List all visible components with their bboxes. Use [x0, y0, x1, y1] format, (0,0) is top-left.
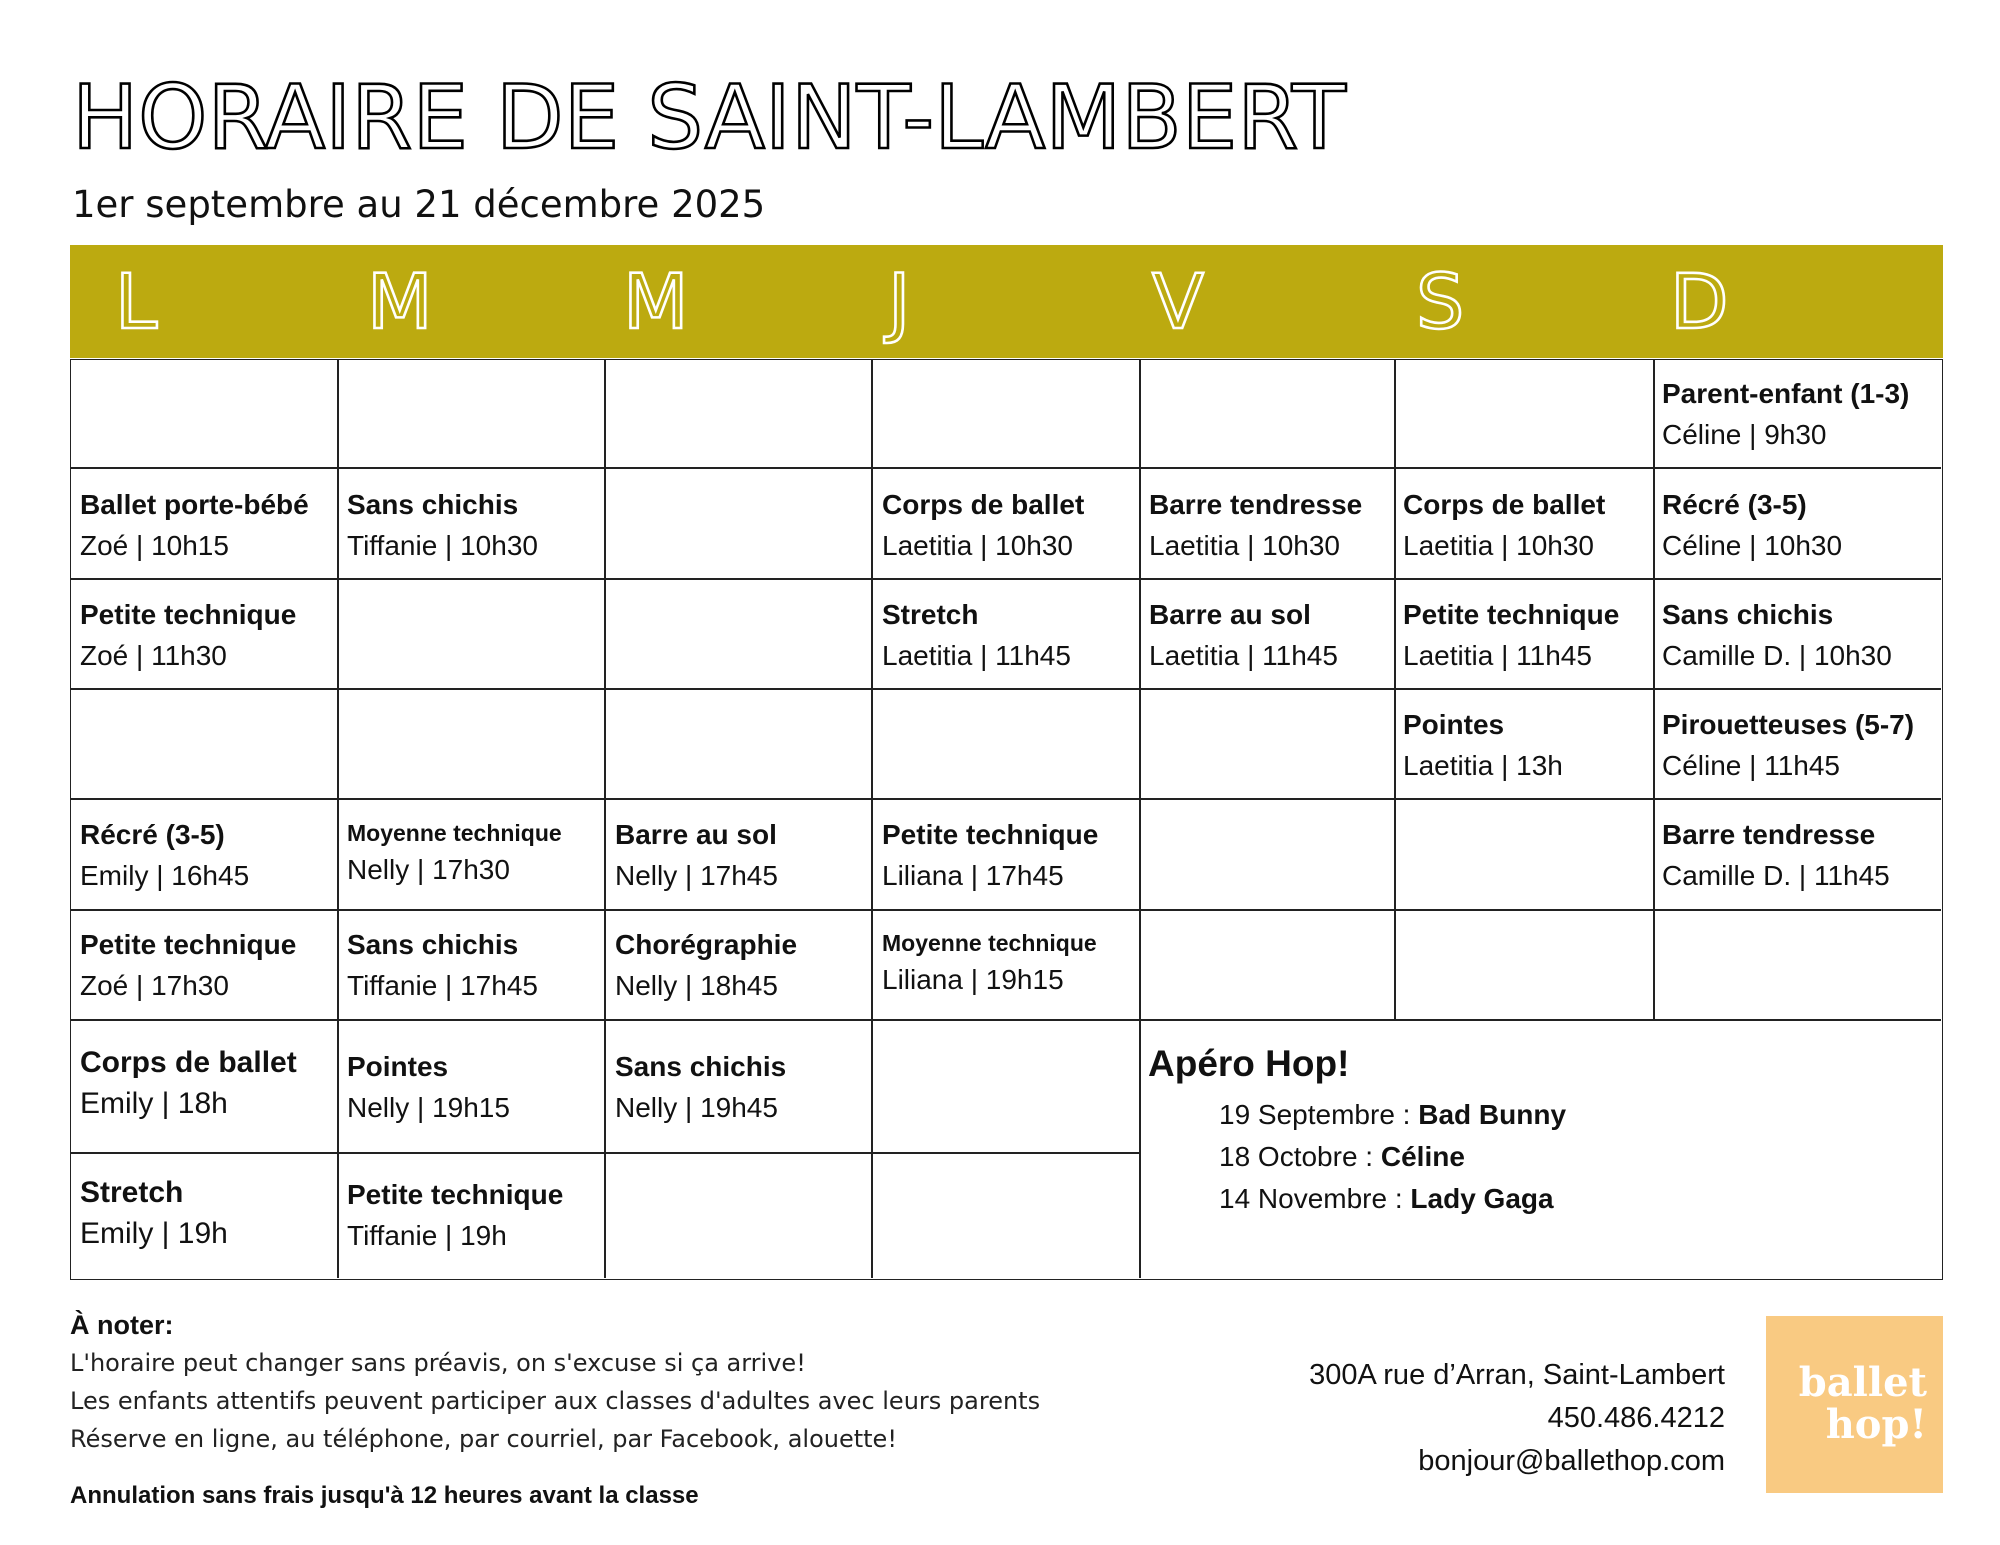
class-cell — [1149, 488, 1362, 563]
contact-phone: 450.486.4212 — [1547, 1402, 1725, 1434]
class-cell — [347, 818, 562, 887]
grid-line — [71, 688, 1941, 690]
class-info: Laetitia | 11h45 — [1149, 640, 1338, 671]
class-name: Petite technique — [80, 929, 297, 960]
class-cell — [347, 488, 538, 563]
class-name: Pirouetteuses (5-7) — [1662, 709, 1915, 740]
class-cell — [1662, 377, 1909, 452]
day-sunday: D — [1670, 257, 1729, 346]
class-info: Liliana | 17h45 — [882, 860, 1064, 891]
class-info: Zoé | 17h30 — [80, 970, 229, 1001]
class-info: Zoé | 11h30 — [80, 640, 227, 671]
class-info: Laetitia | 10h30 — [882, 530, 1073, 561]
note-line: Réserve en ligne, au téléphone, par courriel, par Facebook, alouette! — [70, 1425, 897, 1453]
class-cell — [882, 818, 1098, 893]
day-saturday: S — [1416, 257, 1465, 346]
class-name: Barre au sol — [1149, 599, 1311, 630]
class-name: Récré (3-5) — [1662, 489, 1807, 520]
class-name: Stretch — [882, 599, 979, 630]
class-cell — [1403, 598, 1619, 673]
class-info: Tiffanie | 10h30 — [347, 530, 538, 561]
class-info: Emily | 19h — [80, 1217, 228, 1250]
grid-line — [71, 578, 1941, 580]
class-name: Pointes — [1403, 709, 1505, 740]
class-info: Laetitia | 13h — [1403, 750, 1563, 781]
grid-line — [1394, 360, 1396, 1020]
class-info: Laetitia | 11h45 — [1403, 640, 1592, 671]
class-name: Sans chichis — [347, 489, 519, 520]
class-name: Récré (3-5) — [80, 819, 225, 850]
day-wednesday: M — [623, 257, 689, 346]
class-info: Nelly | 18h45 — [615, 970, 778, 1001]
class-cell — [80, 1176, 228, 1251]
grid-line — [71, 1152, 1139, 1154]
grid-line — [1653, 360, 1655, 1020]
class-info: Laetitia | 10h30 — [1149, 530, 1340, 561]
class-info: Céline | 11h45 — [1662, 750, 1840, 781]
date-range: 1er septembre au 21 décembre 2025 — [72, 183, 766, 226]
ballet-hop-logo — [1766, 1316, 1943, 1493]
contact-email[interactable]: bonjour@ballethop.com — [1418, 1445, 1725, 1477]
class-info: Nelly | 17h30 — [347, 854, 510, 885]
class-name: Corps de ballet — [1403, 489, 1606, 520]
class-info: Camille D. | 11h45 — [1662, 860, 1890, 891]
class-cell — [347, 1178, 563, 1253]
class-cell — [1662, 598, 1892, 673]
apero-artist: Céline — [1380, 1141, 1465, 1172]
apero-date: 14 Novembre : — [1219, 1183, 1411, 1214]
class-info: Tiffanie | 19h — [347, 1220, 507, 1251]
class-name: Petite technique — [882, 819, 1099, 850]
class-info: Tiffanie | 17h45 — [347, 970, 538, 1001]
class-info: Camille D. | 10h30 — [1662, 640, 1892, 671]
class-cell — [347, 928, 538, 1003]
class-info: Laetitia | 10h30 — [1403, 530, 1594, 561]
class-name: Corps de ballet — [882, 489, 1085, 520]
apero-title: Apéro Hop! — [1148, 1043, 1350, 1084]
grid-line — [337, 360, 339, 1278]
class-cell — [347, 1050, 510, 1125]
class-info: Laetitia | 11h45 — [882, 640, 1071, 671]
class-cell — [882, 488, 1084, 563]
note-line: L'horaire peut changer sans préavis, on s'excuse si ça arrive! — [70, 1349, 806, 1377]
class-cell — [1403, 708, 1563, 783]
class-name: Moyenne technique — [347, 820, 562, 846]
apero-event — [1219, 1182, 1554, 1216]
apero-date: 18 Octobre : — [1219, 1141, 1381, 1172]
class-name: Chorégraphie — [615, 929, 798, 960]
logo-text-line: ballet — [1798, 1359, 1927, 1406]
class-cell — [615, 1050, 786, 1125]
page-title: HORAIRE DE SAINT-LAMBERT — [72, 66, 1346, 169]
class-name: Sans chichis — [347, 929, 519, 960]
class-name: Moyenne technique — [882, 930, 1097, 956]
class-name: Barre au sol — [615, 819, 777, 850]
class-info: Céline | 9h30 — [1662, 419, 1827, 450]
class-cell — [882, 598, 1071, 673]
class-cell — [80, 1046, 297, 1121]
class-cell — [1403, 488, 1605, 563]
class-cell — [1149, 598, 1338, 673]
apero-event — [1219, 1140, 1465, 1174]
class-cell — [80, 818, 249, 893]
day-thursday: J — [888, 257, 911, 346]
grid-line — [871, 360, 873, 1278]
class-name: Sans chichis — [615, 1051, 787, 1082]
class-cell — [80, 928, 296, 1003]
class-name: Petite technique — [1403, 599, 1620, 630]
cancellation-policy: Annulation sans frais jusqu'à 12 heures avant la classe — [70, 1482, 699, 1509]
day-header-bar — [70, 245, 1943, 358]
class-cell — [80, 488, 309, 563]
class-info: Emily | 16h45 — [80, 860, 250, 891]
class-name: Parent-enfant (1-3) — [1662, 378, 1910, 409]
class-cell — [882, 928, 1097, 997]
day-friday: V — [1152, 257, 1204, 346]
notes-heading: À noter: — [70, 1310, 174, 1340]
class-name: Ballet porte-bébé — [80, 489, 309, 520]
apero-event — [1219, 1098, 1566, 1132]
class-cell — [1662, 488, 1842, 563]
class-cell — [615, 818, 778, 893]
grid-line — [71, 1019, 1941, 1021]
note-line: Les enfants attentifs peuvent participer aux classes d'adultes avec leurs parents — [70, 1387, 1041, 1415]
grid-line — [71, 909, 1941, 911]
class-info: Nelly | 17h45 — [615, 860, 778, 891]
class-name: Petite technique — [347, 1179, 564, 1210]
apero-artist: Bad Bunny — [1418, 1099, 1567, 1130]
class-info: Nelly | 19h15 — [347, 1092, 510, 1123]
class-cell — [1662, 818, 1890, 893]
class-name: Sans chichis — [1662, 599, 1834, 630]
day-monday: L — [115, 257, 158, 346]
class-info: Emily | 18h — [80, 1087, 228, 1120]
class-info: Zoé | 10h15 — [80, 530, 229, 561]
logo-text-line: hop! — [1825, 1401, 1927, 1448]
class-info: Céline | 10h30 — [1662, 530, 1843, 561]
class-name: Petite technique — [80, 599, 297, 630]
contact-address: 300A rue d’Arran, Saint-Lambert — [1309, 1359, 1725, 1391]
grid-line — [71, 798, 1941, 800]
class-cell — [1662, 708, 1914, 783]
grid-line — [604, 360, 606, 1278]
class-name: Barre tendresse — [1149, 489, 1363, 520]
class-name: Corps de ballet — [80, 1046, 297, 1079]
class-name: Barre tendresse — [1662, 819, 1876, 850]
day-tuesday: M — [367, 257, 433, 346]
class-info: Liliana | 19h15 — [882, 964, 1064, 995]
class-info: Nelly | 19h45 — [615, 1092, 778, 1123]
grid-line — [71, 467, 1941, 469]
grid-line — [1139, 360, 1141, 1278]
class-name: Pointes — [347, 1051, 449, 1082]
class-name: Stretch — [80, 1176, 184, 1209]
apero-artist: Lady Gaga — [1410, 1183, 1554, 1214]
class-cell — [615, 928, 797, 1003]
class-cell — [80, 598, 296, 673]
apero-date: 19 Septembre : — [1219, 1099, 1419, 1130]
